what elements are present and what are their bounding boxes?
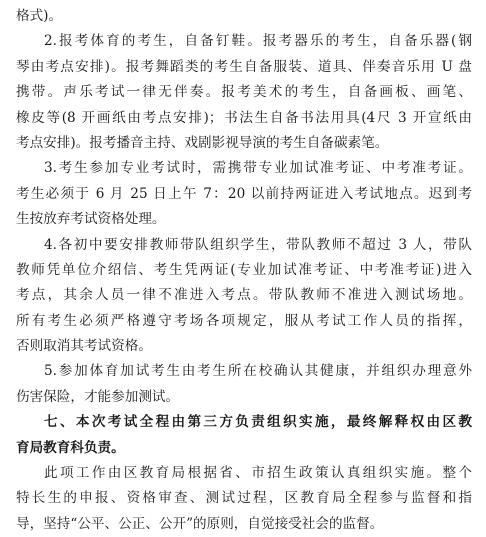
section-7-heading-line-2: 育局教育科负责。 (16, 439, 125, 456)
item-2-line-4: 橡皮等(8 开画纸由考点安排)；书法生自备书法用具(4尺 3 开宣纸由 (16, 109, 472, 126)
item-4-line-4: 所有考生必须严格遵守考场各项规定，服从考试工作人员的指挥， (16, 312, 472, 329)
item-5-line-1: 5.参加体育加试考生由考生所在校确认其健康，并组织办理意外 (44, 363, 472, 380)
item-5-line-2: 伤害保险，才能参加测试。 (16, 388, 180, 405)
closing-paragraph-line-2: 特长生的申报、资格审查、测试过程，区教育局全程参与监督和指 (16, 490, 472, 507)
section-7-heading-line-1: 七、本次考试全程由第三方负责组织实施，最终解释权由区教 (44, 414, 472, 431)
closing-paragraph-line-3: 导，坚持“公平、公正、公开”的原则，自觉接受社会的监督。 (16, 515, 384, 532)
item-4-line-1: 4.各初中要安排教师带队组织学生，带队教师不超过 3 人，带队 (44, 236, 472, 253)
item-4-line-5: 否则取消其考试资格。 (16, 338, 152, 355)
item-2-line-1: 2.报考体育的考生，自备钉鞋。报考器乐的考生，自备乐器(钢 (44, 33, 472, 50)
closing-paragraph-line-1: 此项工作由区教育局根据省、市招生政策认真组织实施。整个 (44, 465, 472, 482)
item-4-line-2: 教师凭单位介绍信、考生凭两证(专业加试准考证、中考准考证)进入 (16, 261, 472, 278)
item-2-line-3: 携带。声乐考试一律无伴奏。报考美术的考生，自备画板、画笔、 (16, 84, 472, 101)
text-line-format-end: 格式)。 (16, 8, 63, 24)
item-2-line-2: 琴由考点安排)。报考舞蹈类的考生自备服装、道具、伴奏音乐用 U 盘 (16, 58, 472, 75)
item-3-line-1: 3.考生参加专业考试时，需携带专业加试准考证、中考准考证。 (44, 160, 472, 177)
item-4-line-3: 考点，其余人员一律不准进入考点。带队教师不准进入测试场地。 (16, 287, 472, 304)
item-3-line-2: 考生必须于 6 月 25 日上午 7：20 以前持两证进入考试地点。迟到考 (16, 185, 472, 202)
item-2-line-5: 考点安排)。报考播音主持、戏剧影视导演的考生自备碳素笔。 (16, 134, 389, 151)
item-3-line-3: 生按放弃考试资格处理。 (16, 211, 166, 228)
